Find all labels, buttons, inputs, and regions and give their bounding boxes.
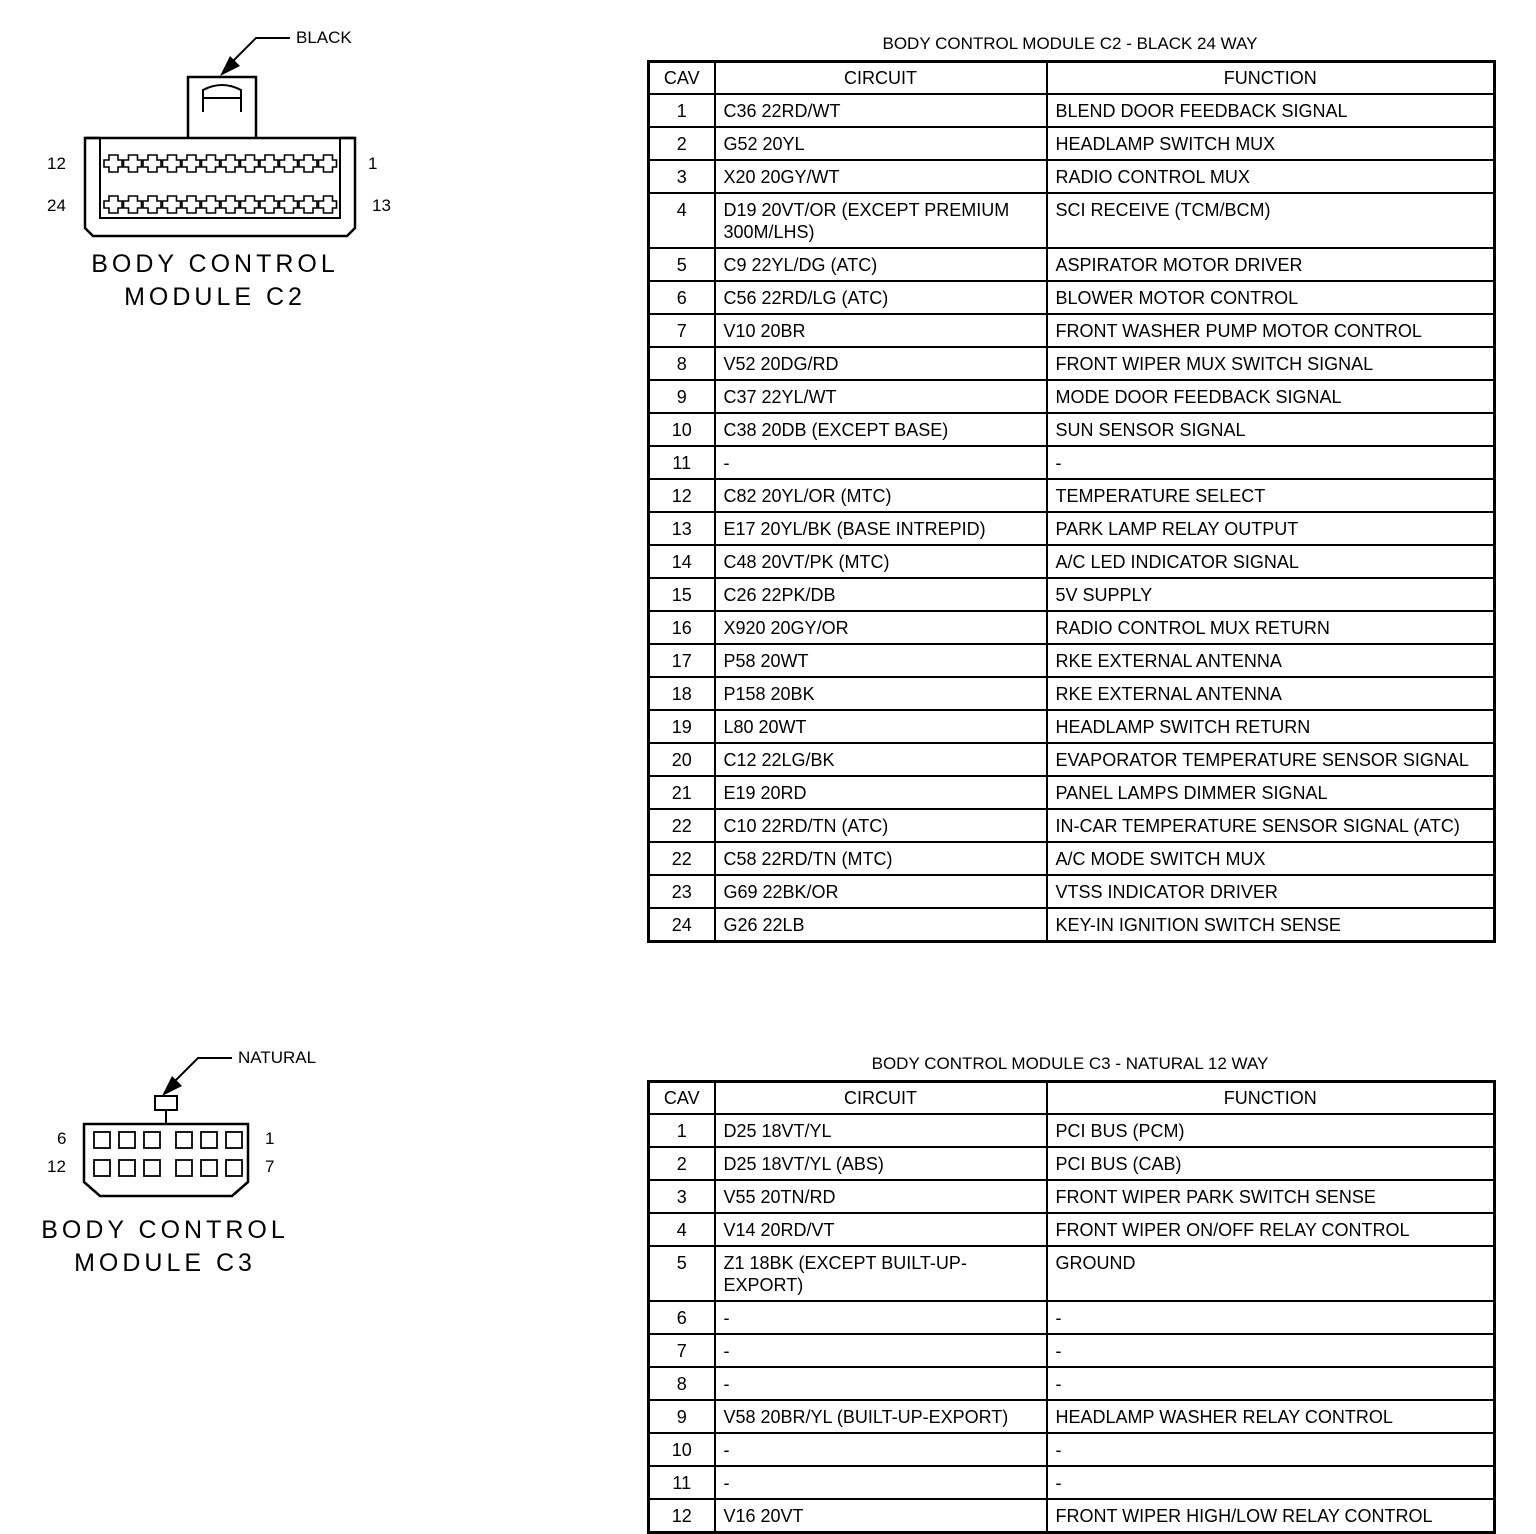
cav-cell: 22: [649, 809, 715, 842]
c3-table-caption: BODY CONTROL MODULE C3 - NATURAL 12 WAY: [871, 1054, 1269, 1073]
terminal-cell: [226, 1160, 242, 1176]
circuit-cell: -: [715, 1367, 1047, 1400]
c2-table-header-row: [649, 62, 1495, 95]
function-cell: GROUND: [1047, 1246, 1495, 1301]
function-cell: PANEL LAMPS DIMMER SIGNAL: [1047, 776, 1495, 809]
circuit-cell: C36 22RD/WT: [715, 94, 1047, 127]
terminal-slot: [143, 155, 161, 172]
circuit-cell: -: [715, 1433, 1047, 1466]
c2-connector-title: [80, 248, 350, 314]
cav-cell: 17: [649, 644, 715, 677]
c2-header-function: FUNCTION: [1047, 62, 1495, 95]
table-row: [649, 1180, 1495, 1213]
table-row: [649, 127, 1495, 160]
cav-cell: 12: [649, 479, 715, 512]
circuit-cell: C12 22LG/BK: [715, 743, 1047, 776]
terminal-cell: [201, 1132, 217, 1148]
terminal-slot: [319, 155, 337, 172]
circuit-cell: X20 20GY/WT: [715, 160, 1047, 193]
cav-cell: 12: [649, 1499, 715, 1533]
circuit-cell: V55 20TN/RD: [715, 1180, 1047, 1213]
table-row: [649, 743, 1495, 776]
terminal-cell: [119, 1132, 135, 1148]
cav-cell: 22: [649, 842, 715, 875]
function-cell: -: [1047, 1466, 1495, 1499]
table-row: [649, 1367, 1495, 1400]
cav-cell: 11: [649, 1466, 715, 1499]
cav-cell: 23: [649, 875, 715, 908]
c3-pinout-table: [647, 1080, 1496, 1534]
c2-pinout-table: [647, 60, 1496, 943]
table-row: [649, 578, 1495, 611]
table-row: [649, 1433, 1495, 1466]
function-cell: TEMPERATURE SELECT: [1047, 479, 1495, 512]
terminal-slot: [182, 196, 200, 213]
cav-cell: 4: [649, 193, 715, 248]
circuit-cell: C58 22RD/TN (MTC): [715, 842, 1047, 875]
function-cell: HEADLAMP SWITCH RETURN: [1047, 710, 1495, 743]
table-row: [649, 776, 1495, 809]
c2-pin-label-24: 24: [47, 196, 66, 215]
table-row: [649, 446, 1495, 479]
circuit-cell: C82 20YL/OR (MTC): [715, 479, 1047, 512]
function-cell: -: [1047, 1433, 1495, 1466]
table-row: [649, 1334, 1495, 1367]
terminal-slot: [221, 196, 239, 213]
table-row: [649, 1246, 1495, 1301]
table-row: [649, 1301, 1495, 1334]
terminal-slot: [241, 196, 259, 213]
function-cell: RKE EXTERNAL ANTENNA: [1047, 677, 1495, 710]
terminal-slot: [221, 155, 239, 172]
table-row: [649, 1466, 1495, 1499]
function-cell: MODE DOOR FEEDBACK SIGNAL: [1047, 380, 1495, 413]
circuit-cell: D25 18VT/YL (ABS): [715, 1147, 1047, 1180]
cav-cell: 24: [649, 908, 715, 942]
table-row: [649, 710, 1495, 743]
c3-header-circuit: CIRCUIT: [715, 1082, 1047, 1115]
c2-pin-label-1: 1: [368, 154, 378, 173]
table-row: [649, 611, 1495, 644]
circuit-cell: D19 20VT/OR (EXCEPT PREMIUM 300M/LHS): [715, 193, 1047, 248]
function-cell: SUN SENSOR SIGNAL: [1047, 413, 1495, 446]
c2-connector-diagram: [0, 0, 560, 330]
terminal-slot: [163, 155, 181, 172]
terminal-slot: [202, 196, 220, 213]
function-cell: EVAPORATOR TEMPERATURE SENSOR SIGNAL: [1047, 743, 1495, 776]
terminal-slot: [319, 196, 337, 213]
table-row: [649, 94, 1495, 127]
function-cell: HEADLAMP WASHER RELAY CONTROL: [1047, 1400, 1495, 1433]
cav-cell: 6: [649, 1301, 715, 1334]
circuit-cell: G26 22LB: [715, 908, 1047, 942]
c3-table-body: [649, 1114, 1495, 1533]
cav-cell: 20: [649, 743, 715, 776]
circuit-cell: V52 20DG/RD: [715, 347, 1047, 380]
c2-table-caption: BODY CONTROL MODULE C2 - BLACK 24 WAY: [882, 34, 1258, 53]
table-row: [649, 248, 1495, 281]
circuit-cell: V10 20BR: [715, 314, 1047, 347]
c3-table-header-row: [649, 1082, 1495, 1115]
terminal-slot: [143, 196, 161, 213]
cav-cell: 6: [649, 281, 715, 314]
function-cell: PCI BUS (PCM): [1047, 1114, 1495, 1147]
circuit-cell: -: [715, 1466, 1047, 1499]
table-row: [649, 809, 1495, 842]
circuit-cell: V58 20BR/YL (BUILT-UP-EXPORT): [715, 1400, 1047, 1433]
terminal-slot: [202, 155, 220, 172]
terminal-slot: [104, 196, 122, 213]
circuit-cell: C48 20VT/PK (MTC): [715, 545, 1047, 578]
function-cell: FRONT WIPER PARK SWITCH SENSE: [1047, 1180, 1495, 1213]
cav-cell: 9: [649, 1400, 715, 1433]
table-row: [649, 1400, 1495, 1433]
circuit-cell: G69 22BK/OR: [715, 875, 1047, 908]
table-row: [649, 413, 1495, 446]
terminal-cell: [176, 1160, 192, 1176]
circuit-cell: -: [715, 1334, 1047, 1367]
function-cell: SCI RECEIVE (TCM/BCM): [1047, 193, 1495, 248]
c2-title-line2: MODULE C2: [124, 283, 306, 311]
table-row: [649, 347, 1495, 380]
c2-pinout-section: [647, 30, 1493, 950]
terminal-slot: [124, 155, 142, 172]
c3-pin-label-12: 12: [47, 1157, 66, 1176]
function-cell: KEY-IN IGNITION SWITCH SENSE: [1047, 908, 1495, 942]
circuit-cell: X920 20GY/OR: [715, 611, 1047, 644]
c2-terminal-row-bottom: [104, 196, 337, 213]
function-cell: FRONT WASHER PUMP MOTOR CONTROL: [1047, 314, 1495, 347]
function-cell: FRONT WIPER HIGH/LOW RELAY CONTROL: [1047, 1499, 1495, 1533]
circuit-cell: -: [715, 446, 1047, 479]
circuit-cell: C10 22RD/TN (ATC): [715, 809, 1047, 842]
terminal-slot: [299, 155, 317, 172]
cav-cell: 11: [649, 446, 715, 479]
circuit-cell: L80 20WT: [715, 710, 1047, 743]
c3-pin-label-6: 6: [57, 1129, 67, 1148]
table-row: [649, 1114, 1495, 1147]
terminal-cell: [201, 1160, 217, 1176]
terminal-cell: [226, 1132, 242, 1148]
function-cell: ASPIRATOR MOTOR DRIVER: [1047, 248, 1495, 281]
c2-table-body: [649, 94, 1495, 942]
cav-cell: 18: [649, 677, 715, 710]
cav-cell: 3: [649, 1180, 715, 1213]
table-row: [649, 1147, 1495, 1180]
function-cell: -: [1047, 1367, 1495, 1400]
function-cell: A/C LED INDICATOR SIGNAL: [1047, 545, 1495, 578]
c2-header-cav: CAV: [649, 62, 715, 95]
circuit-cell: -: [715, 1301, 1047, 1334]
cav-cell: 4: [649, 1213, 715, 1246]
cav-cell: 1: [649, 1114, 715, 1147]
table-row: [649, 908, 1495, 942]
c3-connector-diagram: [0, 1040, 560, 1290]
c2-terminal-row-top: [104, 155, 337, 172]
c3-pin-label-7: 7: [265, 1157, 275, 1176]
cav-cell: 10: [649, 413, 715, 446]
function-cell: PARK LAMP RELAY OUTPUT: [1047, 512, 1495, 545]
table-row: [649, 479, 1495, 512]
c3-header-cav: CAV: [649, 1082, 715, 1115]
circuit-cell: Z1 18BK (EXCEPT BUILT-UP-EXPORT): [715, 1246, 1047, 1301]
c3-pinout-section: [647, 1050, 1493, 1526]
cav-cell: 9: [649, 380, 715, 413]
c3-title-line2: MODULE C3: [74, 1249, 256, 1277]
circuit-cell: C26 22PK/DB: [715, 578, 1047, 611]
cav-cell: 5: [649, 1246, 715, 1301]
terminal-cell: [94, 1132, 110, 1148]
table-row: [649, 380, 1495, 413]
terminal-slot: [182, 155, 200, 172]
circuit-cell: C9 22YL/DG (ATC): [715, 248, 1047, 281]
cav-cell: 1: [649, 94, 715, 127]
cav-cell: 13: [649, 512, 715, 545]
function-cell: -: [1047, 1301, 1495, 1334]
terminal-cell: [144, 1132, 160, 1148]
c2-header-circuit: CIRCUIT: [715, 62, 1047, 95]
cav-cell: 7: [649, 314, 715, 347]
function-cell: BLOWER MOTOR CONTROL: [1047, 281, 1495, 314]
function-cell: -: [1047, 446, 1495, 479]
c3-connector-title: [30, 1214, 300, 1280]
function-cell: IN-CAR TEMPERATURE SENSOR SIGNAL (ATC): [1047, 809, 1495, 842]
table-row: [649, 512, 1495, 545]
c2-pin-label-12: 12: [47, 154, 66, 173]
circuit-cell: C56 22RD/LG (ATC): [715, 281, 1047, 314]
terminal-slot: [163, 196, 181, 213]
table-row: [649, 193, 1495, 248]
function-cell: PCI BUS (CAB): [1047, 1147, 1495, 1180]
table-row: [649, 677, 1495, 710]
circuit-cell: C37 22YL/WT: [715, 380, 1047, 413]
circuit-cell: E19 20RD: [715, 776, 1047, 809]
circuit-cell: V14 20RD/VT: [715, 1213, 1047, 1246]
function-cell: VTSS INDICATOR DRIVER: [1047, 875, 1495, 908]
terminal-slot: [280, 196, 298, 213]
circuit-cell: C38 20DB (EXCEPT BASE): [715, 413, 1047, 446]
terminal-slot: [260, 196, 278, 213]
function-cell: RKE EXTERNAL ANTENNA: [1047, 644, 1495, 677]
function-cell: 5V SUPPLY: [1047, 578, 1495, 611]
function-cell: -: [1047, 1334, 1495, 1367]
cav-cell: 2: [649, 127, 715, 160]
circuit-cell: P158 20BK: [715, 677, 1047, 710]
c3-title-line1: BODY CONTROL: [41, 1216, 289, 1244]
function-cell: HEADLAMP SWITCH MUX: [1047, 127, 1495, 160]
circuit-cell: V16 20VT: [715, 1499, 1047, 1533]
c3-pin-label-1: 1: [265, 1129, 275, 1148]
terminal-slot: [124, 196, 142, 213]
table-row: [649, 281, 1495, 314]
circuit-cell: G52 20YL: [715, 127, 1047, 160]
cav-cell: 14: [649, 545, 715, 578]
function-cell: FRONT WIPER ON/OFF RELAY CONTROL: [1047, 1213, 1495, 1246]
function-cell: A/C MODE SWITCH MUX: [1047, 842, 1495, 875]
terminal-cell: [94, 1160, 110, 1176]
function-cell: RADIO CONTROL MUX: [1047, 160, 1495, 193]
cav-cell: 8: [649, 1367, 715, 1400]
function-cell: FRONT WIPER MUX SWITCH SIGNAL: [1047, 347, 1495, 380]
terminal-slot: [104, 155, 122, 172]
c3-terminal-cells: [94, 1132, 242, 1176]
table-row: [649, 545, 1495, 578]
table-row: [649, 314, 1495, 347]
cav-cell: 7: [649, 1334, 715, 1367]
cav-cell: 5: [649, 248, 715, 281]
c2-title-line1: BODY CONTROL: [91, 250, 339, 278]
table-row: [649, 842, 1495, 875]
c3-header-function: FUNCTION: [1047, 1082, 1495, 1115]
cav-cell: 2: [649, 1147, 715, 1180]
table-row: [649, 875, 1495, 908]
table-row: [649, 1213, 1495, 1246]
terminal-cell: [119, 1160, 135, 1176]
table-row: [649, 644, 1495, 677]
terminal-slot: [299, 196, 317, 213]
cav-cell: 16: [649, 611, 715, 644]
terminal-cell: [144, 1160, 160, 1176]
terminal-cell: [176, 1132, 192, 1148]
terminal-slot: [260, 155, 278, 172]
terminal-slot: [280, 155, 298, 172]
circuit-cell: D25 18VT/YL: [715, 1114, 1047, 1147]
circuit-cell: P58 20WT: [715, 644, 1047, 677]
cav-cell: 15: [649, 578, 715, 611]
function-cell: BLEND DOOR FEEDBACK SIGNAL: [1047, 94, 1495, 127]
function-cell: RADIO CONTROL MUX RETURN: [1047, 611, 1495, 644]
cav-cell: 8: [649, 347, 715, 380]
table-row: [649, 1499, 1495, 1533]
cav-cell: 21: [649, 776, 715, 809]
terminal-slot: [241, 155, 259, 172]
table-row: [649, 160, 1495, 193]
cav-cell: 19: [649, 710, 715, 743]
c2-color-label: BLACK: [296, 28, 352, 47]
c2-pin-label-13: 13: [372, 196, 391, 215]
circuit-cell: E17 20YL/BK (BASE INTREPID): [715, 512, 1047, 545]
cav-cell: 3: [649, 160, 715, 193]
cav-cell: 10: [649, 1433, 715, 1466]
c3-color-label: NATURAL: [238, 1048, 317, 1067]
